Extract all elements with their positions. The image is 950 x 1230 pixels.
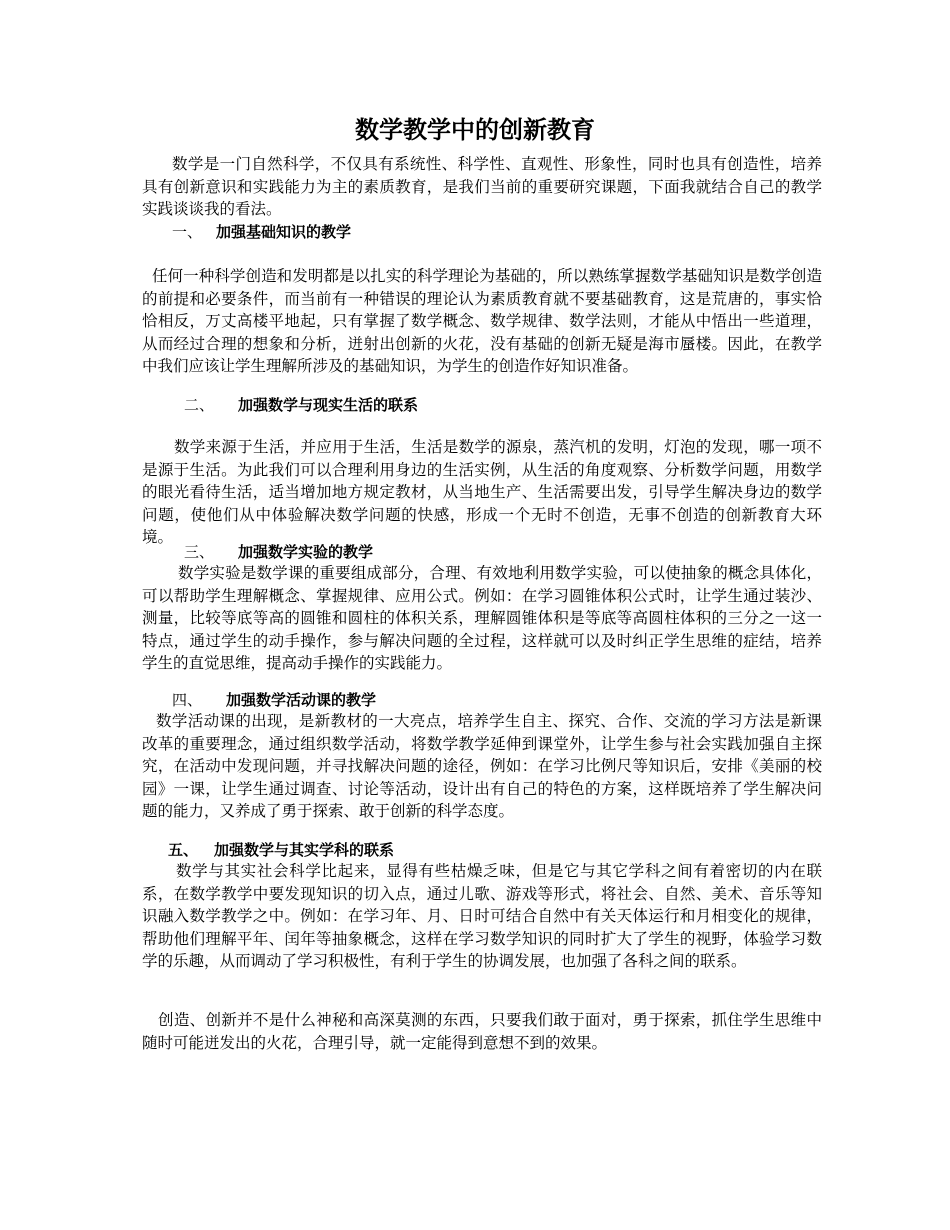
section-2-title: 加强数学与现实生活的联系 bbox=[238, 396, 419, 414]
section-5-title: 加强数学与其实学科的联系 bbox=[214, 841, 395, 859]
section-5-body: 数学与其实社会科学比起来，显得有些枯燥乏味，但是它与其它学科之间有着密切的内在联系，在数学教学中要发现知识的切入点，通过儿歌、游戏等形式，将社会、自然、美术、音乐等知识融入数学教学之中。例如：在学习年、月、日时可结合自然中有关天体运行和月相变化的规律，帮助他们理解平年、闰年等抽象概念，这样在学习数学知识的同时扩大了学生的视野，体验学习数学的乐趣，从而调动了学习积极性，有利于学生的协调发展，也加强了各科之间的联系。 bbox=[142, 862, 822, 971]
section-5-heading bbox=[168, 839, 394, 861]
section-3-body: 数学实验是数学课的重要组成部分，合理、有效地利用数学实验，可以使抽象的概念具体化，可以帮助学生理解概念、掌握规律、应用公式。例如：在学习圆锥体积公式时，让学生通过装沙、测量，比较等底等高的圆锥和圆柱的体积关系，理解圆锥体积是等底等高圆柱体积的三分之一这一特点，通过学生的动手操作，参与解决问题的全过程，这样就可以及时纠正学生思维的症结，培养学生的直觉思维，提高动手操作的实践能力。 bbox=[142, 564, 822, 673]
section-3-heading bbox=[184, 541, 373, 563]
intro-paragraph: 数学是一门自然科学，不仅具有系统性、科学性、直观性、形象性，同时也具有创造性，培养具有创新意识和实践能力为主的素质教育，是我们当前的重要研究课题，下面我就结合自己的教学实践谈谈我的看法。 bbox=[142, 155, 822, 219]
section-5-number: 五、 bbox=[168, 841, 199, 859]
section-4-number: 四、 bbox=[172, 691, 203, 709]
section-4-heading bbox=[172, 689, 376, 711]
section-4-body: 数学活动课的出现，是新教材的一大亮点，培养学生自主、探究、合作、交流的学习方法是新课改革的重要理念，通过组织数学活动，将数学教学延伸到课堂外，让学生参与社会实践加强自主探究，在活动中发现问题，并寻找解决问题的途径，例如：在学习比例尺等知识后，安排《美丽的校园》一课，让学生通过调查、讨论等活动，设计出有自己的特色的方案，这样既培养了学生解决问题的能力，又养成了勇于探索、敢于创新的科学态度。 bbox=[142, 712, 822, 821]
section-2-body: 数学来源于生活，并应用于生活，生活是数学的源泉，蒸汽机的发明，灯泡的发现，哪一项不是源于生活。为此我们可以合理利用身边的生活实例，从生活的角度观察、分析数学问题，用数学的眼光看待生活，适当增加地方规定教材，从当地生产、生活需要出发，引导学生解决身边的数学问题，使他们从中体验解决数学问题的快感，形成一个无时不创造，无事不创造的创新教育大环境。 bbox=[142, 438, 822, 547]
section-3-title: 加强数学实验的教学 bbox=[238, 543, 374, 561]
section-3-number: 三、 bbox=[184, 543, 215, 561]
section-1-title: 加强基础知识的教学 bbox=[216, 223, 352, 241]
conclusion-paragraph: 创造、创新并不是什么神秘和高深莫测的东西，只要我们敢于面对，勇于探索，抓住学生思维中随时可能迸发出的火花，合理引导，就一定能得到意想不到的效果。 bbox=[142, 1011, 822, 1052]
section-2-heading bbox=[184, 394, 418, 416]
section-4-title: 加强数学活动课的教学 bbox=[226, 691, 377, 709]
document-title: 数学教学中的创新教育 bbox=[355, 116, 595, 144]
section-2-number: 二、 bbox=[184, 396, 215, 414]
section-1-number: 一、 bbox=[172, 223, 203, 241]
section-1-heading bbox=[172, 221, 351, 243]
section-1-body: 任何一种科学创造和发明都是以扎实的科学理论为基础的，所以熟练掌握数学基础知识是数学创造的前提和必要条件，而当前有一种错误的理论认为素质教育就不要基础教育，这是荒唐的，事实恰恰相反，万丈高楼平地起，只有掌握了数学概念、数学规律、数学法则，才能从中悟出一些道理，从而经过合理的想象和分析，迸射出创新的火花，没有基础的创新无疑是海市蜃楼。因此，在教学中我们应该让学生理解所涉及的基础知识，为学生的创造作好知识准备。 bbox=[142, 267, 822, 376]
